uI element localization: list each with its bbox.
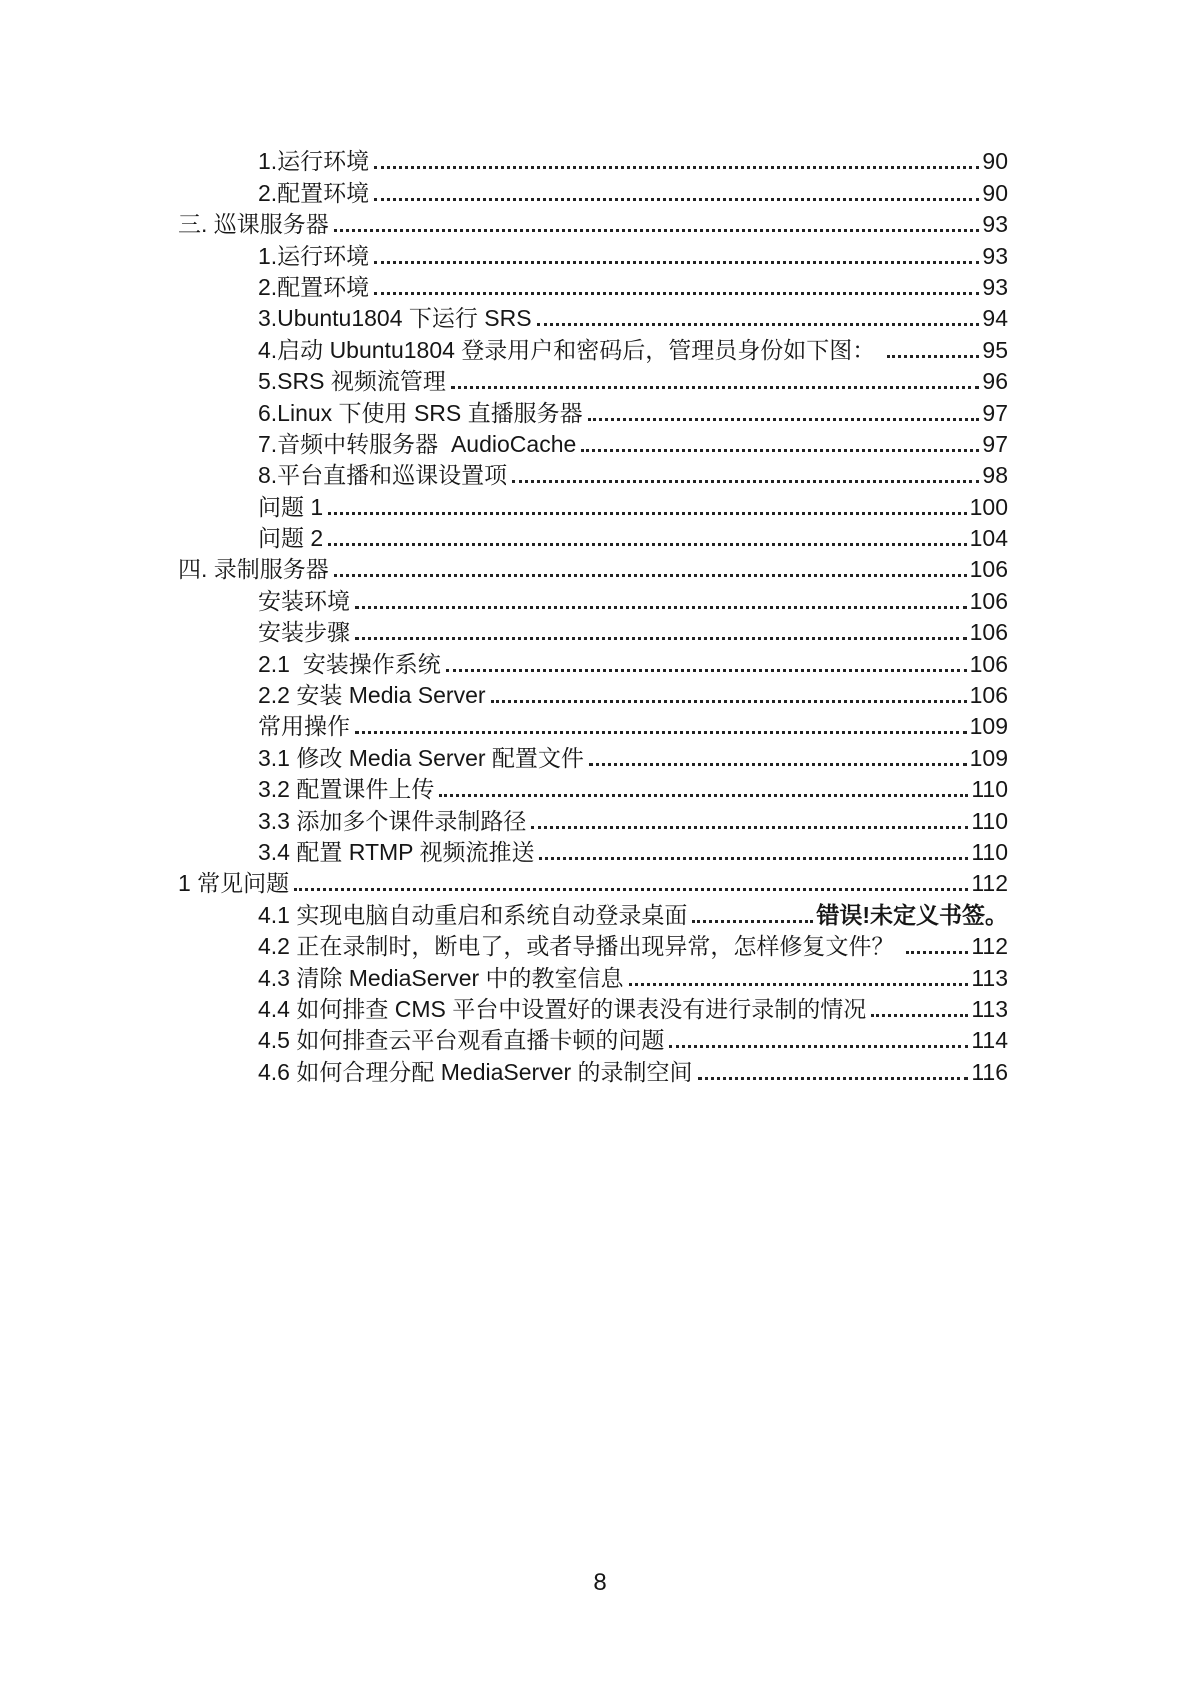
toc-entry[interactable] <box>178 238 1008 269</box>
toc-entry-page-number[interactable]: 97 <box>982 399 1008 426</box>
toc-entry-page-number[interactable]: 106 <box>969 682 1008 709</box>
toc-entry-label[interactable]: 4.1 实现电脑自动重启和系统自动登录桌面 <box>258 901 688 928</box>
toc-entry[interactable] <box>178 489 1008 520</box>
table-of-contents <box>178 144 1008 1086</box>
dot-leader <box>581 449 979 452</box>
toc-entry-label[interactable]: 问题 1 <box>258 493 324 520</box>
dot-leader <box>374 292 979 295</box>
toc-entry-label[interactable]: 4.4 如何排查 CMS 平台中设置好的课表没有进行录制的情况 <box>258 995 867 1022</box>
dot-leader <box>669 1045 968 1048</box>
toc-entry[interactable] <box>178 427 1008 458</box>
toc-entry-page-number[interactable]: 110 <box>971 807 1008 834</box>
toc-entry[interactable] <box>178 270 1008 301</box>
toc-entry-label[interactable]: 三. 巡课服务器 <box>178 211 329 238</box>
toc-entry-page-number[interactable]: 114 <box>971 1027 1008 1054</box>
toc-entry[interactable] <box>178 960 1008 991</box>
toc-entry[interactable] <box>178 803 1008 834</box>
toc-entry-page-number[interactable]: 98 <box>982 462 1008 489</box>
toc-entry[interactable] <box>178 458 1008 489</box>
toc-entry-page-number[interactable]: 90 <box>982 148 1008 175</box>
toc-entry-page-number[interactable]: 104 <box>969 525 1008 552</box>
toc-entry-label[interactable]: 1.运行环境 <box>258 148 370 175</box>
toc-entry-page-number[interactable]: 110 <box>971 838 1008 865</box>
toc-entry-label[interactable]: 2.1 安装操作系统 <box>258 650 441 677</box>
toc-entry-label[interactable]: 4.6 如何合理分配 MediaServer 的录制空间 <box>258 1058 693 1085</box>
toc-entry-label[interactable]: 5.SRS 视频流管理 <box>258 368 446 395</box>
toc-entry-page-number[interactable]: 96 <box>982 368 1008 395</box>
toc-entry-label[interactable]: 2.配置环境 <box>258 273 370 300</box>
toc-entry-page-number[interactable]: 94 <box>982 305 1008 332</box>
toc-entry[interactable] <box>178 897 1008 928</box>
toc-entry[interactable] <box>178 521 1008 552</box>
toc-entry[interactable] <box>178 1023 1008 1054</box>
toc-entry-label[interactable]: 3.3 添加多个课件录制路径 <box>258 807 527 834</box>
toc-entry[interactable] <box>178 552 1008 583</box>
dot-leader <box>328 543 966 546</box>
dot-leader <box>374 166 979 169</box>
dot-leader <box>629 983 969 986</box>
toc-entry-page-number[interactable]: 116 <box>971 1058 1008 1085</box>
toc-entry[interactable] <box>178 332 1008 363</box>
toc-entry[interactable] <box>178 740 1008 771</box>
toc-entry[interactable] <box>178 835 1008 866</box>
dot-leader <box>328 512 966 515</box>
toc-entry-label[interactable]: 问题 2 <box>258 525 324 552</box>
dot-leader <box>439 794 968 797</box>
toc-entry[interactable] <box>178 175 1008 206</box>
toc-entry-label[interactable]: 8.平台直播和巡课设置项 <box>258 462 508 489</box>
toc-entry-label[interactable]: 常用操作 <box>258 713 350 740</box>
toc-entry[interactable] <box>178 207 1008 238</box>
dot-leader <box>906 951 969 954</box>
toc-entry-label[interactable]: 安装步骤 <box>258 619 350 646</box>
toc-entry-page-number[interactable]: 93 <box>982 273 1008 300</box>
toc-entry-page-number[interactable]: 106 <box>969 587 1008 614</box>
toc-entry-label[interactable]: 2.2 安装 Media Server <box>258 682 486 709</box>
toc-entry-label[interactable]: 4.5 如何排查云平台观看直播卡顿的问题 <box>258 1027 665 1054</box>
dot-leader <box>871 1014 968 1017</box>
toc-entry-label[interactable]: 3.2 配置课件上传 <box>258 776 435 803</box>
toc-entry-label[interactable]: 4.启动 Ubuntu1804 登录用户和密码后，管理员身份如下图： <box>258 336 882 363</box>
toc-entry-page-number[interactable]: 110 <box>971 776 1008 803</box>
toc-entry[interactable] <box>178 301 1008 332</box>
dot-leader <box>588 418 980 421</box>
dot-leader <box>451 386 980 389</box>
toc-entry-page-number[interactable]: 90 <box>982 179 1008 206</box>
footer-page-number: 8 <box>593 1569 607 1596</box>
toc-entry-page-number[interactable]: 112 <box>971 933 1008 960</box>
toc-entry[interactable] <box>178 144 1008 175</box>
toc-entry-page-number[interactable]: 106 <box>969 619 1008 646</box>
toc-entry-label[interactable]: 2.配置环境 <box>258 179 370 206</box>
toc-entry-label[interactable]: 3.4 配置 RTMP 视频流推送 <box>258 838 535 865</box>
dot-leader <box>887 355 980 358</box>
dot-leader <box>531 826 968 829</box>
dot-leader <box>537 323 980 326</box>
toc-entry-label[interactable]: 3.1 修改 Media Server 配置文件 <box>258 744 584 771</box>
toc-entry-page-number[interactable]: 109 <box>969 713 1008 740</box>
toc-entry-page-number[interactable]: 106 <box>969 556 1008 583</box>
toc-entry[interactable] <box>178 929 1008 960</box>
dot-leader <box>692 920 813 923</box>
toc-entry[interactable] <box>178 615 1008 646</box>
toc-entry[interactable] <box>178 992 1008 1023</box>
dot-leader <box>355 606 967 609</box>
toc-entry[interactable] <box>178 646 1008 677</box>
dot-leader <box>374 198 979 201</box>
toc-entry-page-number[interactable]: 95 <box>982 336 1008 363</box>
dot-leader <box>294 888 968 891</box>
toc-entry-label[interactable]: 1.运行环境 <box>258 242 370 269</box>
dot-leader <box>539 857 968 860</box>
dot-leader <box>355 637 967 640</box>
toc-entry-page-number[interactable]: 109 <box>969 744 1008 771</box>
toc-entry-page-number[interactable]: 93 <box>982 211 1008 238</box>
toc-entry-page-number[interactable]: 100 <box>969 493 1008 520</box>
toc-entry[interactable] <box>178 583 1008 614</box>
toc-entry-page-number[interactable]: 113 <box>971 995 1008 1022</box>
toc-entry-label[interactable]: 4.2 正在录制时，断电了，或者导播出现异常，怎样修复文件？ <box>258 933 901 960</box>
toc-entry-label[interactable]: 安装环境 <box>258 587 350 614</box>
toc-entry[interactable] <box>178 709 1008 740</box>
dot-leader <box>446 669 967 672</box>
toc-entry-label[interactable]: 四. 录制服务器 <box>178 556 329 583</box>
dot-leader <box>491 700 967 703</box>
toc-entry[interactable] <box>178 395 1008 426</box>
toc-entry-page-number[interactable]: 106 <box>969 650 1008 677</box>
toc-entry-page-number[interactable]: 93 <box>982 242 1008 269</box>
toc-entry-label[interactable]: 4.3 清除 MediaServer 中的教室信息 <box>258 964 624 991</box>
dot-leader <box>512 480 979 483</box>
dot-leader <box>589 763 967 766</box>
dot-leader <box>374 261 979 264</box>
toc-entry-label[interactable]: 3.Ubuntu1804 下运行 SRS <box>258 305 532 332</box>
dot-leader <box>355 731 967 734</box>
toc-entry-page-number[interactable]: 97 <box>982 430 1008 457</box>
toc-entry-page-error[interactable]: 错误!未定义书签。 <box>816 901 1008 928</box>
toc-entry[interactable] <box>178 772 1008 803</box>
dot-leader <box>698 1077 969 1080</box>
toc-entry[interactable] <box>178 866 1008 897</box>
toc-entry-page-number[interactable]: 113 <box>971 964 1008 991</box>
dot-leader <box>334 574 967 577</box>
toc-entry-page-number[interactable]: 112 <box>971 870 1008 897</box>
dot-leader <box>334 229 980 232</box>
page-footer <box>0 1568 1200 1598</box>
toc-entry-label[interactable]: 6.Linux 下使用 SRS 直播服务器 <box>258 399 583 426</box>
toc-entry[interactable] <box>178 1054 1008 1085</box>
toc-entry-label[interactable]: 1 常见问题 <box>178 870 290 897</box>
toc-entry-label[interactable]: 7.音频中转服务器 AudioCache <box>258 430 577 457</box>
toc-entry[interactable] <box>178 364 1008 395</box>
toc-entry[interactable] <box>178 678 1008 709</box>
